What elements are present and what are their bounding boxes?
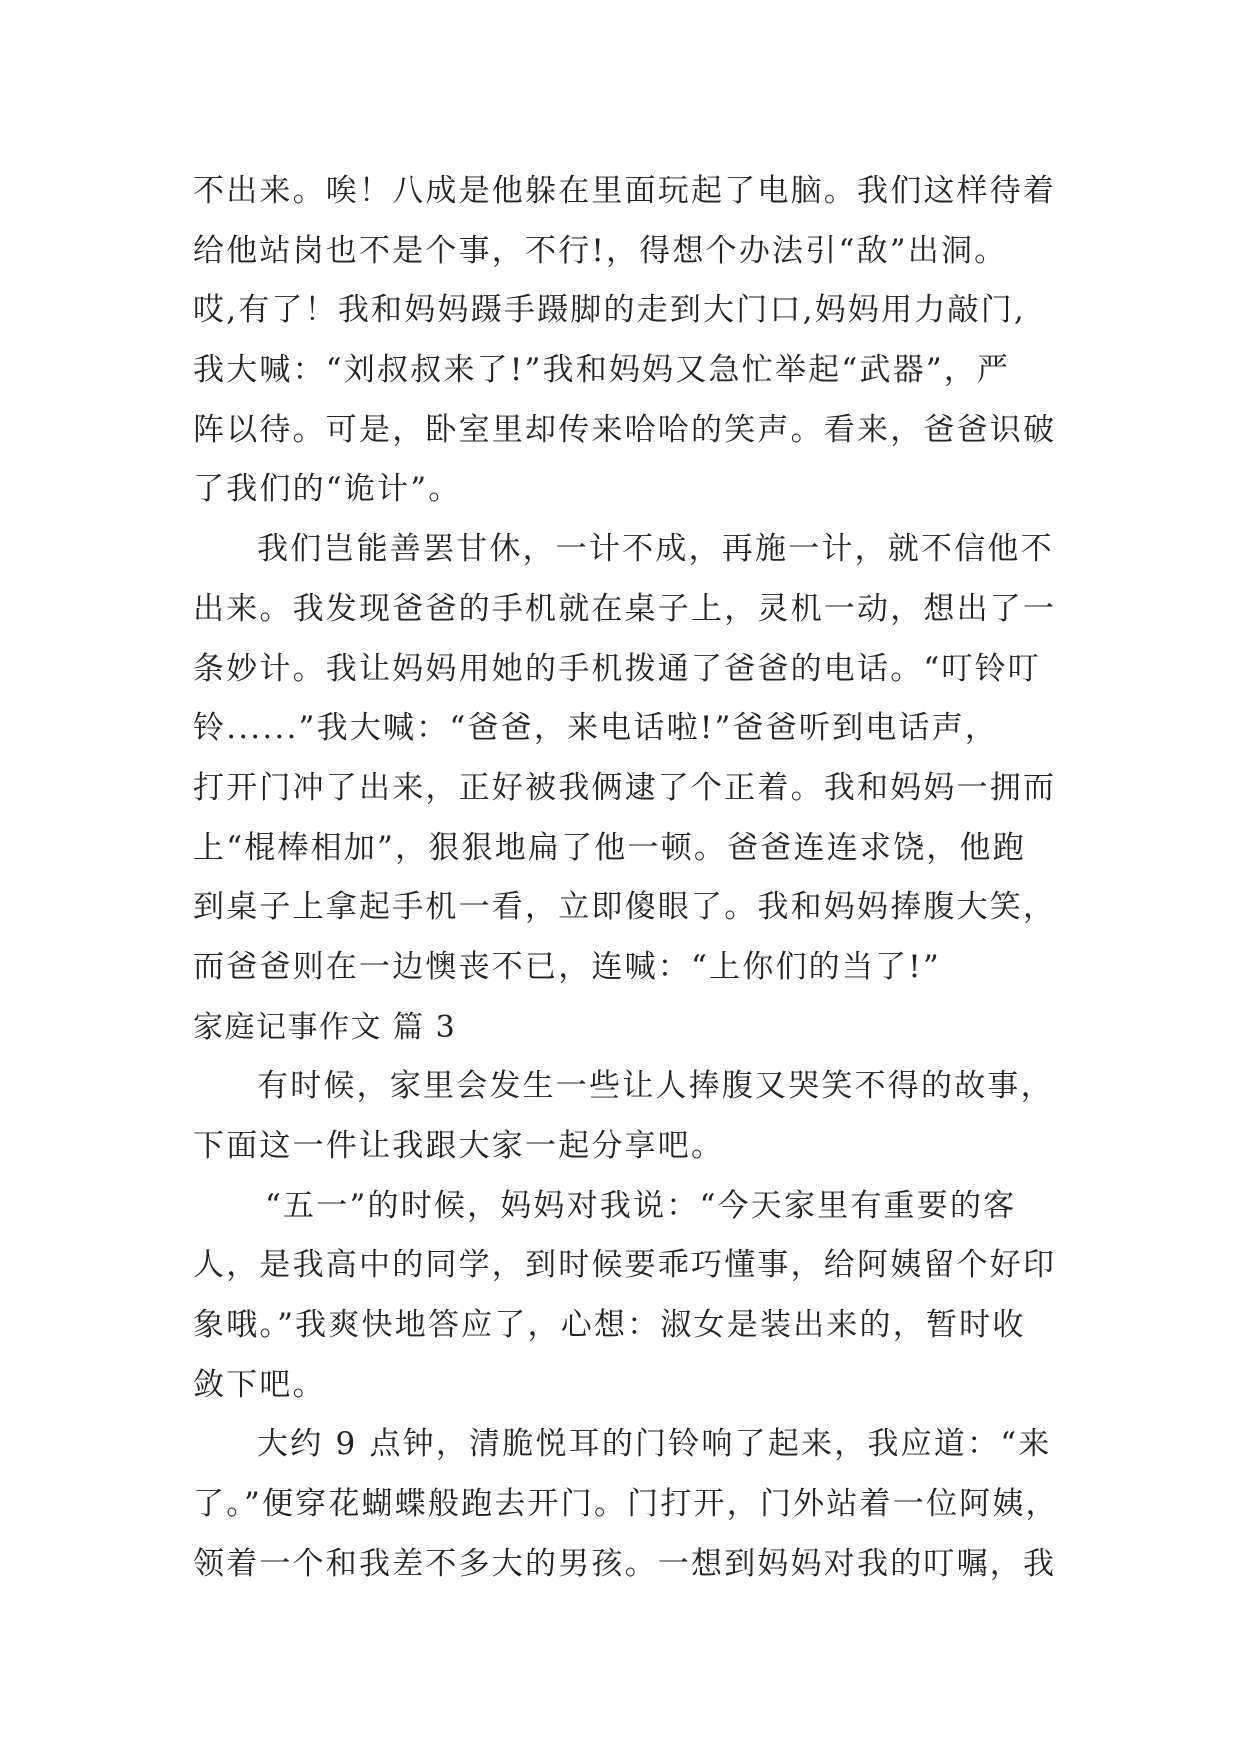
text-line: 了。”便穿花蝴蝶般跑去开门。门打开，门外站着一位阿姨， [193,1486,1059,1523]
text-line: 条妙计。我让妈妈用她的手机拨通了爸爸的电话。“叮铃叮 [193,650,1042,687]
text-line: 打开门冲了出来，正好被我俩逮了个正着。我和妈妈一拥而 [193,769,1057,806]
text-line: 不出来。唉！八成是他躲在里面玩起了电脑。我们这样待着 [193,173,1057,209]
text-line: 阵以待。可是，卧室里却传来哈哈的笑声。看来，爸爸识破 [193,411,1057,448]
text-line: 上“棍棒相加”，狠狠地扁了他一顿。爸爸连连求饶，他跑 [193,829,1026,866]
text-line: 铃......”我大喊：“爸爸，来电话啦!”爸爸听到电话声， [193,710,999,747]
text-line: 我大喊：“刘叔叔来了!”我和妈妈又急忙举起“武器”，严 [193,352,1011,389]
text-line: 哎,有了！我和妈妈蹑手蹑脚的走到大门口,妈妈用力敲门, [193,292,1026,329]
section-heading: 家庭记事作文 篇 3 [193,1009,457,1045]
text-line: 到桌子上拿起手机一看，立即傻眼了。我和妈妈捧腹大笑， [193,889,1057,926]
text-line: 了我们的“诡计”。 [193,471,462,508]
paragraph-start-line: 有时候，家里会发生一些让人捧腹又哭笑不得的故事， [257,1068,1054,1105]
text-line: 敛下吧。 [193,1366,326,1403]
text-line: 出来。我发现爸爸的手机就在桌子上，灵机一动，想出了一 [193,590,1057,627]
paragraph-start-line: “五一”的时候，妈妈对我说：“今天家里有重要的客 [265,1187,1017,1224]
paragraph-start-line: 我们岂能善罢甘休，一计不成，再施一计，就不信他不 [257,531,1054,568]
text-line: 领着一个和我差不多大的男孩。一想到妈妈对我的叮嘱，我 [193,1545,1057,1582]
text-line: 象哦。”我爽快地答应了，心想：淑女是装出来的，暂时收 [193,1307,1026,1344]
body-text [193,162,1059,1595]
paragraph-start-line: 大约 9 点钟，清脆悦耳的门铃响了起来，我应道：“来 [257,1426,1052,1463]
text-line: 下面这一件让我跟大家一起分享吧。 [193,1128,725,1164]
text-line: 而爸爸则在一边懊丧不已，连喊：“上你们的当了!” [193,948,941,985]
text-line: 人，是我高中的同学，到时候要乖巧懂事，给阿姨留个好印 [193,1247,1057,1284]
text-line: 给他站岗也不是个事，不行!，得想个办法引“敌”出洞。 [193,232,1008,269]
